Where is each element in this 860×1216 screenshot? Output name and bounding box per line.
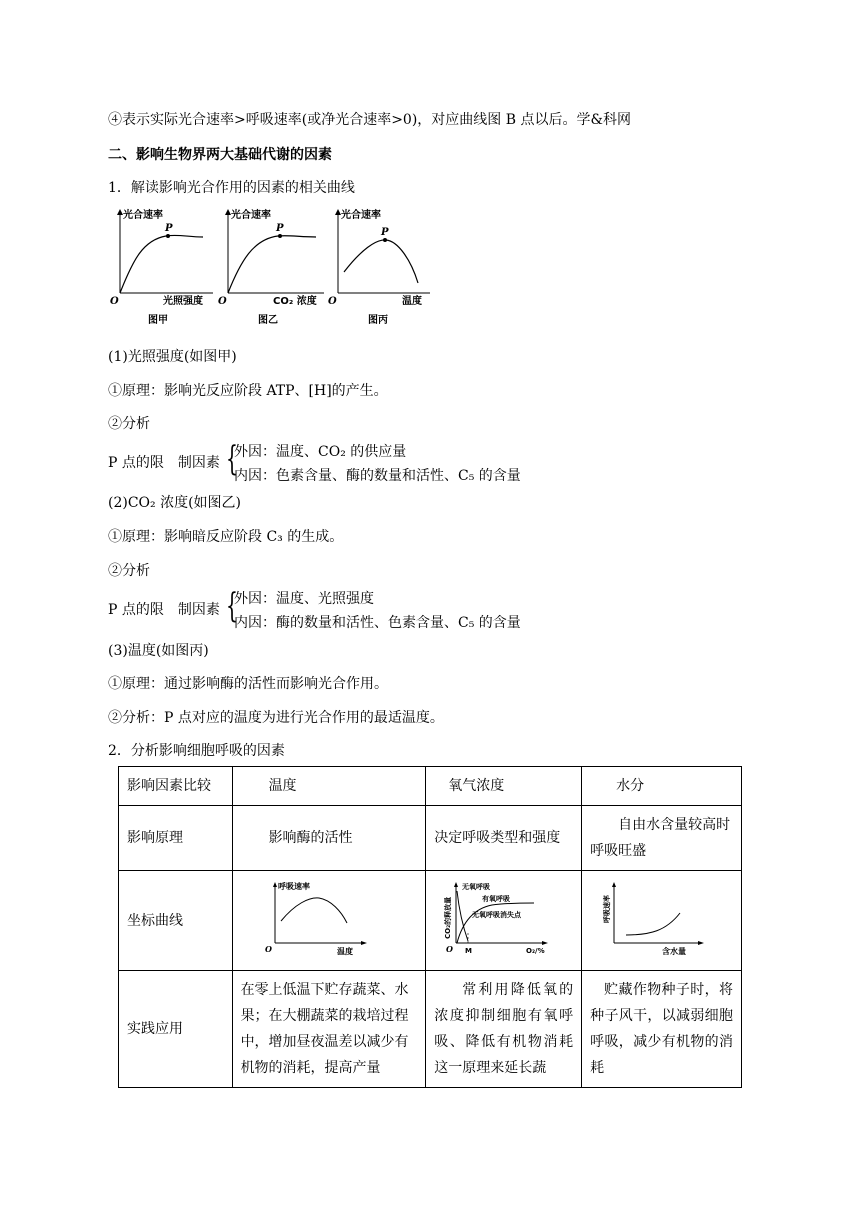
oxygen-curve xyxy=(442,879,552,957)
p1-inner: 内因：色素含量、酶的数量和活性、C₅ 的含量 xyxy=(234,468,521,484)
anaerobic-label: 无氧呼吸 xyxy=(462,883,491,891)
y-axis-label: 光合速率 xyxy=(231,210,271,221)
p1-outer: 外因：温度、CO₂ 的供应量 xyxy=(234,444,407,460)
table-header-row xyxy=(119,767,742,806)
origin-label: O xyxy=(328,296,337,307)
respiration-factors-table xyxy=(118,766,742,1088)
header-cell: 影响因素比较 xyxy=(119,767,233,806)
table-cell xyxy=(426,871,582,971)
table-cell: 常利用降低氧的浓度抑制细胞有氧呼吸、降低有机物消耗这一原理来延长蔬 xyxy=(426,971,582,1088)
p2-inner: 内因：酶的数量和活性、色素含量、C₅ 的含量 xyxy=(234,615,521,631)
curve-line xyxy=(120,235,203,293)
vanish-point-label: 无氧呼吸消失点 xyxy=(472,911,522,919)
p2-analysis: ②分析 xyxy=(108,563,150,579)
point-p-label: P xyxy=(165,223,173,234)
figure-jia xyxy=(108,205,218,330)
subsection-1-title: 1．解读影响光合作用的因素的相关曲线 xyxy=(108,180,355,196)
aerobic-label: 有氧呼吸 xyxy=(482,895,511,903)
water-curve xyxy=(600,879,710,957)
origin-label: O xyxy=(446,944,454,954)
point-p-marker xyxy=(166,234,170,238)
x-axis-label: 温度 xyxy=(336,947,353,956)
figure-bing xyxy=(326,205,434,330)
x-axis-label: 含水量 xyxy=(662,947,687,956)
table-cell: 贮藏作物种子时，将种子风干，以减弱细胞呼吸，减少有机物的消耗 xyxy=(582,971,742,1088)
row-label: 坐标曲线 xyxy=(119,871,233,971)
y-axis-label: 光合速率 xyxy=(123,210,163,221)
y-axis-label: CO₂的释放量 xyxy=(444,896,453,939)
table-cell: 决定呼吸类型和强度 xyxy=(426,806,582,871)
y-axis-label: 呼吸速率 xyxy=(277,882,310,891)
table-cell: 在零上低温下贮存蔬菜、水果；在大棚蔬菜的栽培过程中，增加昼夜温差以减少有机物的消耗，提高产量 xyxy=(232,971,426,1088)
point-p-marker xyxy=(383,238,387,242)
curve-line xyxy=(228,236,316,293)
x-axis-label: O₂/% xyxy=(526,947,545,955)
p2-outer: 外因：温度、光照强度 xyxy=(234,591,374,607)
origin-label: O xyxy=(218,296,227,307)
p2-principle: ①原理：影响暗反应阶段 C₃ 的生成。 xyxy=(108,529,344,545)
point-p-label: P xyxy=(276,223,284,234)
origin-label: O xyxy=(264,944,272,954)
p2-title: (2)CO₂ 浓度(如图乙) xyxy=(108,495,242,511)
table-row xyxy=(119,971,742,1088)
p1-brace: { xyxy=(226,439,238,479)
intro-line: ④表示实际光合速率>呼吸速率(或净光合速率>0)，对应曲线图 B 点以后。学&科网 xyxy=(108,112,631,128)
x-axis-label: CO₂ 浓度 xyxy=(273,296,317,307)
row-label: 影响原理 xyxy=(119,806,233,871)
origin-label: O xyxy=(110,296,119,307)
p3-analysis: ②分析：P 点对应的温度为进行光合作用的最适温度。 xyxy=(108,710,444,726)
temperature-curve xyxy=(263,879,373,957)
m-label: M xyxy=(465,947,473,955)
subsection-2-title: 2．分析影响细胞呼吸的因素 xyxy=(108,743,285,759)
table-row xyxy=(119,871,742,971)
p3-title: (3)温度(如图丙) xyxy=(108,643,209,659)
table-cell xyxy=(582,871,742,971)
x-axis-label: 光照强度 xyxy=(163,296,203,307)
header-cell: 温度 xyxy=(232,767,426,806)
figure-caption: 图甲 xyxy=(148,315,168,326)
anaerobic-curve xyxy=(457,891,468,941)
table-row xyxy=(119,806,742,871)
header-cell: 氧气浓度 xyxy=(426,767,582,806)
row-label: 实践应用 xyxy=(119,971,233,1088)
p1-title: (1)光照强度(如图甲) xyxy=(108,349,237,365)
p1-analysis: ②分析 xyxy=(108,416,150,432)
p1-principle: ①原理：影响光反应阶段 ATP、[H]的产生。 xyxy=(108,383,388,399)
table-cell: 自由水含量较高时呼吸旺盛 xyxy=(582,806,742,871)
header-cell: 水分 xyxy=(582,767,742,806)
y-axis-label: 呼吸速率 xyxy=(603,895,612,923)
section-title: 二、影响生物界两大基础代谢的因素 xyxy=(108,147,332,163)
p2-lead: P 点的限 制因素 xyxy=(108,602,220,618)
curve-line xyxy=(626,913,680,935)
curve-line xyxy=(281,898,347,923)
figure-caption: 图丙 xyxy=(368,315,388,326)
aerobic-curve xyxy=(457,903,534,943)
y-axis-label: 光合速率 xyxy=(341,210,381,221)
curve-line xyxy=(344,240,418,283)
p3-principle: ①原理：通过影响酶的活性而影响光合作用。 xyxy=(108,676,388,692)
x-axis-label: 温度 xyxy=(402,296,422,307)
table-cell: 影响酶的活性 xyxy=(232,806,426,871)
p1-lead: P 点的限 制因素 xyxy=(108,455,220,471)
table-cell xyxy=(232,871,426,971)
point-p-marker xyxy=(278,234,282,238)
figure-yi xyxy=(216,205,328,330)
point-p-label: P xyxy=(381,227,389,238)
p2-brace: { xyxy=(226,586,238,626)
figure-caption: 图乙 xyxy=(258,315,278,326)
